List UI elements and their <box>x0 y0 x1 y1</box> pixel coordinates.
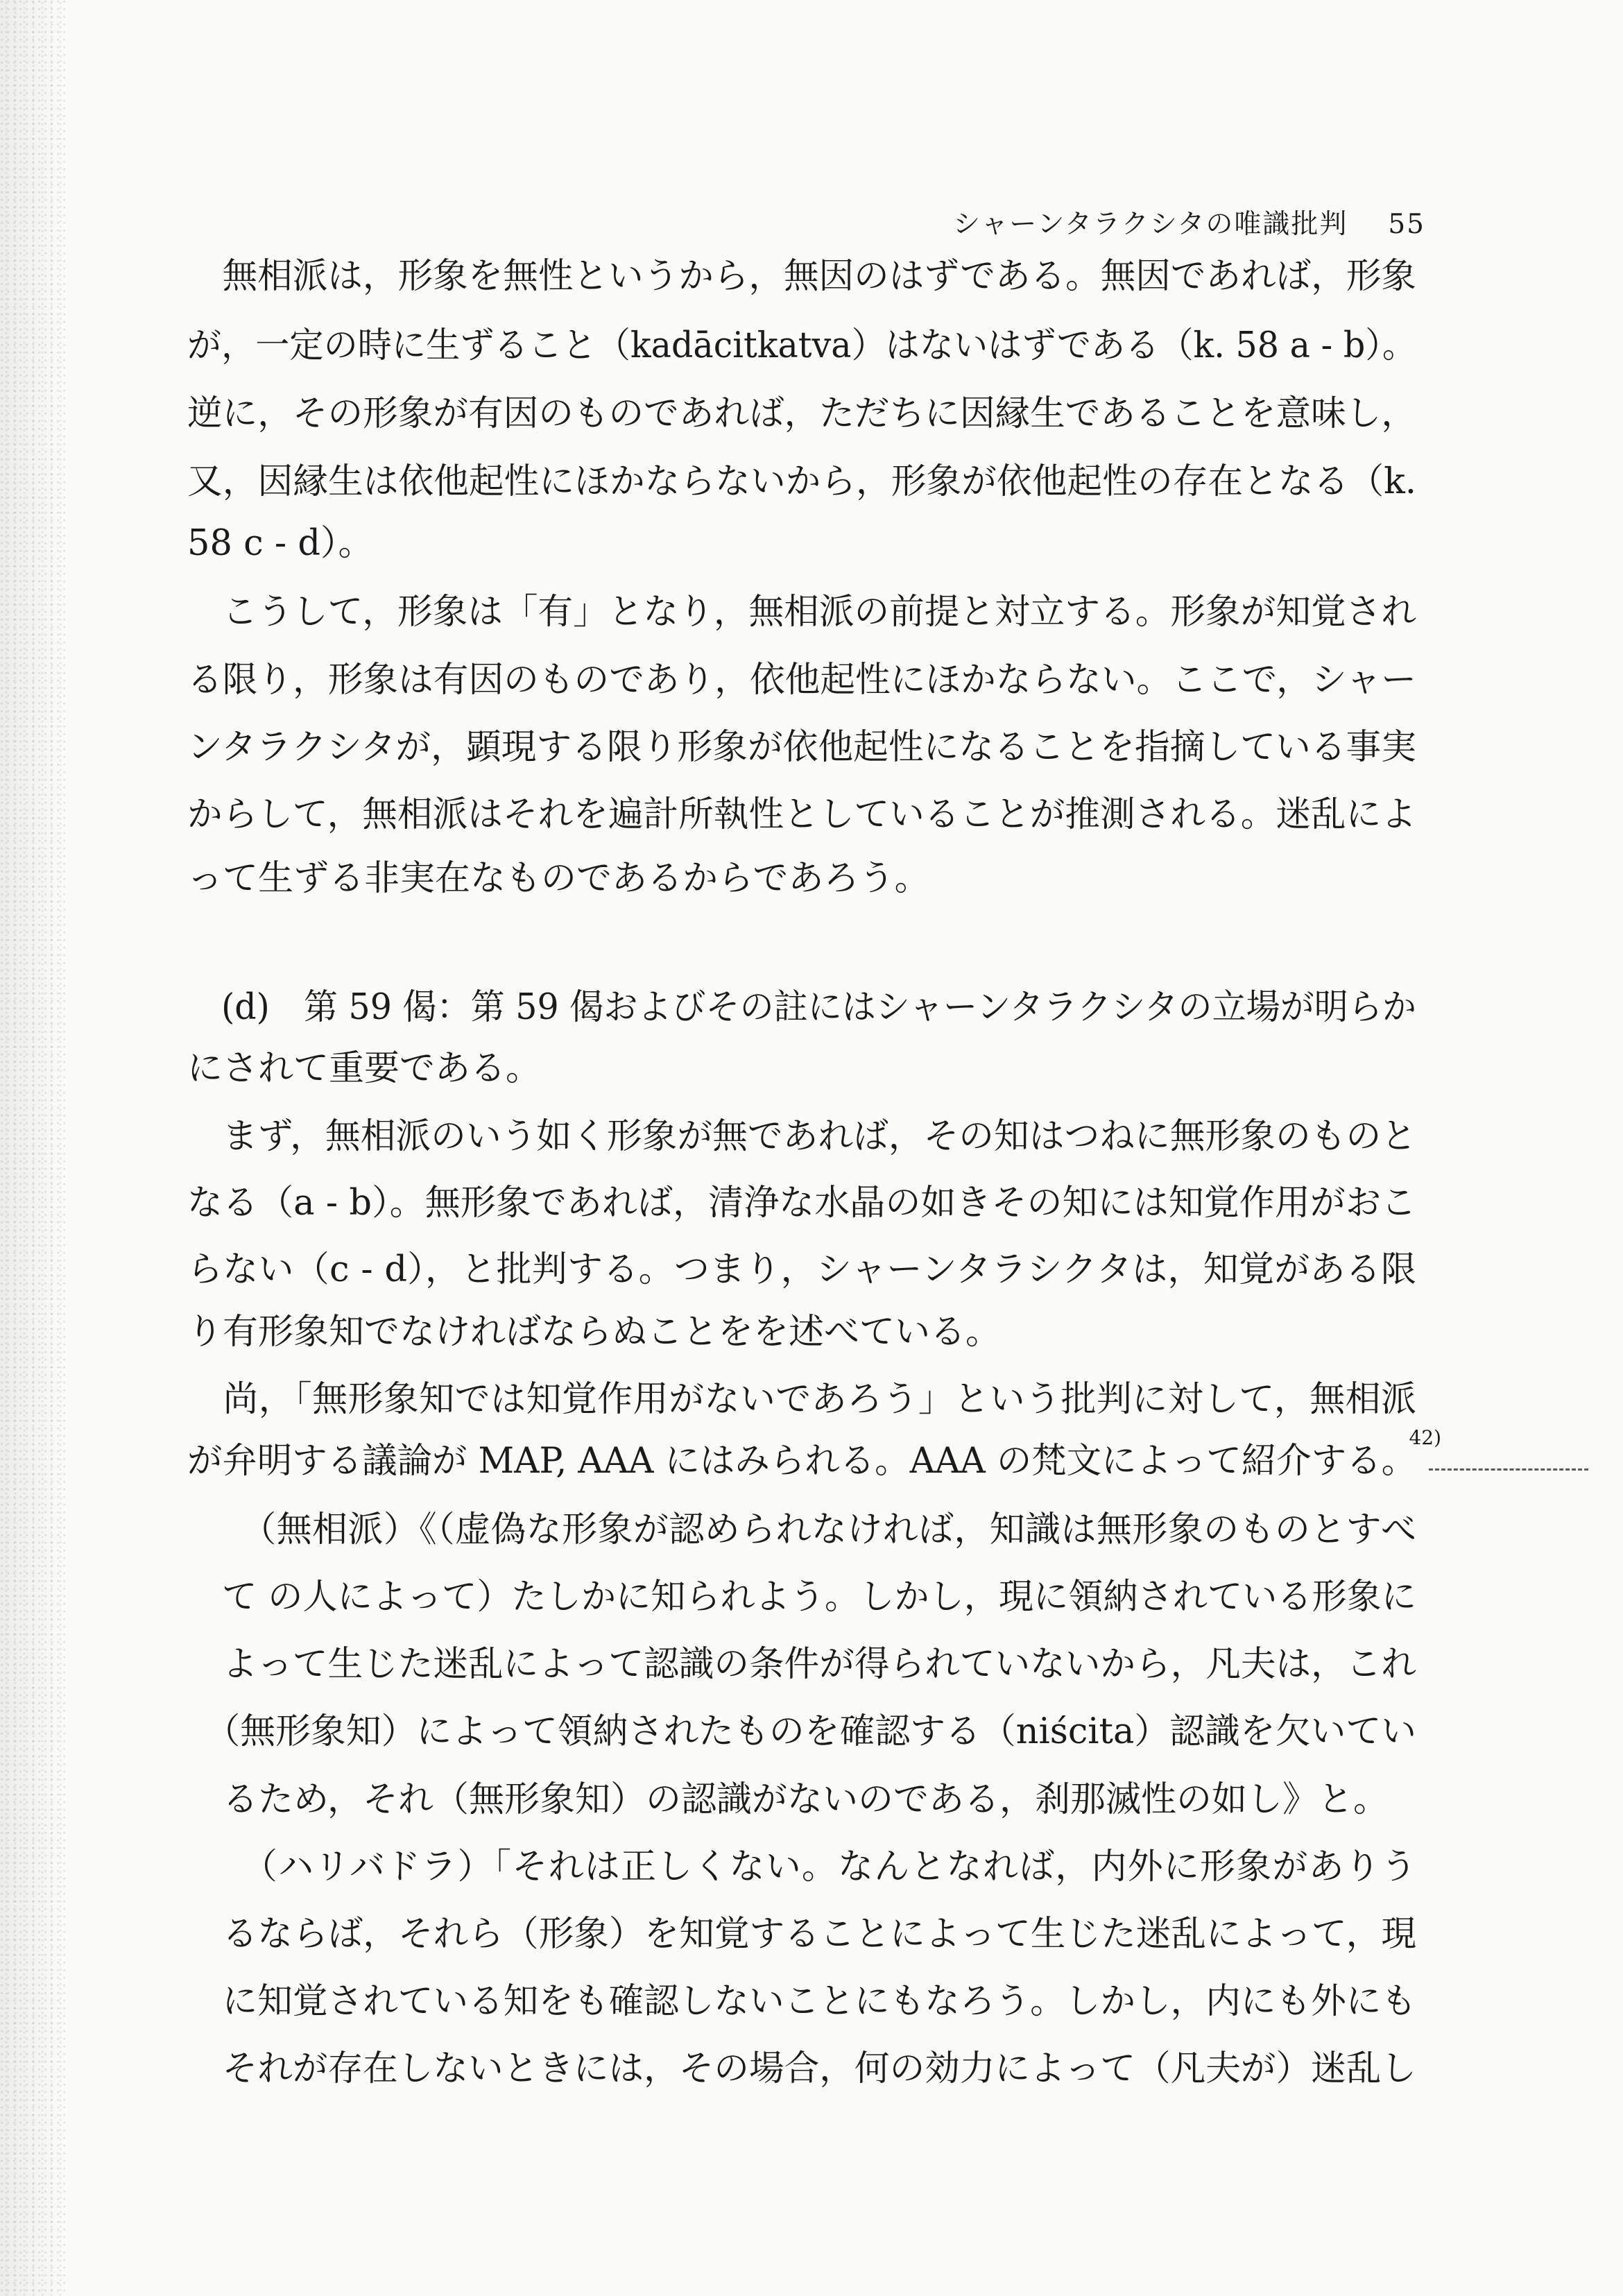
scan-edge-shadow <box>0 0 66 2296</box>
text-line: からして，無相派はそれを遍計所執性としていることが推測される。迷乱によ <box>187 794 1416 835</box>
quote-line: よって生じた迷乱によって認識の条件が得られていないから，凡夫は，これ <box>187 1644 1416 1685</box>
running-title: シャーンタラクシタの唯識批判 <box>953 209 1348 240</box>
text-line: らない（c - d），と批判する。つまり，シャーンタラシクタは，知覚がある限 <box>187 1249 1417 1290</box>
text-line: なる（a - b）。無形象であれば，清浄な水晶の如きその知には知覚作用がおこ <box>187 1183 1417 1224</box>
text-line: る限り，形象は有因のものであり，依他起性にほかならない。ここで，シャー <box>187 660 1416 701</box>
text-line: り有形象知でなければならぬことをを述べている。 <box>187 1312 1002 1353</box>
quote-line: （無相派）《（虚偽な形象が認められなければ，知識は無形象のものとすべ <box>187 1509 1417 1550</box>
text-line: が弁明する議論が MAP, AAA にはみられる。AAA の梵文によって紹介する。 <box>187 1441 1416 1482</box>
quote-line: それが存在しないときには，その場合，何の効力によって（凡夫が）迷乱し <box>187 2048 1416 2089</box>
quote-line: に知覚されている知をも確認しないことにもなろう。しかし，内にも外にも <box>187 1981 1416 2022</box>
text-line: ンタラクシタが，顕現する限り形象が依他起性になることを指摘している事実 <box>187 727 1416 768</box>
text-line: まず，無相派のいう如く形象が無であれば，その知はつねに無形象のものと <box>187 1116 1416 1157</box>
quote-line: （無形象知）によって領納されたものを確認する（niścita）認識を欠いてい <box>187 1711 1416 1752</box>
text-line: って生ずる非実在なものであるからであろう。 <box>187 858 930 899</box>
page-number: 55 <box>1388 209 1425 240</box>
footnote-dash-rule <box>1429 1468 1588 1471</box>
text-line: 無相派は，形象を無性というから，無因のはずである。無因であれば，形象 <box>187 256 1416 297</box>
text-line: 又，因縁生は依他起性にほかならないから，形象が依他起性の存在となる（k. <box>187 461 1416 502</box>
running-header <box>953 203 1425 241</box>
text-line: が，一定の時に生ずること（kadācitkatva）はないはずである（k. 58 a - b）。 <box>187 325 1416 366</box>
section-heading-line: (d) 第 59 偈：第 59 偈およびその註にはシャーンタラクシタの立場が明らか <box>187 987 1416 1028</box>
text-line: 尚，「無形象知では知覚作用がないであろう」という批判に対して，無相派 <box>187 1379 1417 1420</box>
text-line: こうして，形象は「有」となり，無相派の前提と対立する。形象が知覚され <box>187 592 1416 633</box>
quote-line: るならば，それら（形象）を知覚することによって生じた迷乱によって，現 <box>187 1914 1416 1955</box>
footnote-marker: 42) <box>1409 1426 1441 1449</box>
quote-line: （ハリバドラ）「それは正しくない。なんとなれば，内外に形象がありう <box>187 1847 1418 1887</box>
quote-line: て の人によって）たしかに知られよう。しかし，現に領納されている形象に <box>187 1577 1416 1618</box>
text-line: 逆に，その形象が有因のものであれば，ただちに因縁生であることを意味し， <box>187 393 1416 434</box>
text-line: 58 c - d）。 <box>187 523 374 564</box>
text-line: にされて重要である。 <box>187 1048 542 1089</box>
text-line-with-footnote <box>187 1426 1441 1483</box>
quote-line: るため，それ（無形象知）の認識がないのである，刹那滅性の如し》と。 <box>187 1779 1389 1820</box>
